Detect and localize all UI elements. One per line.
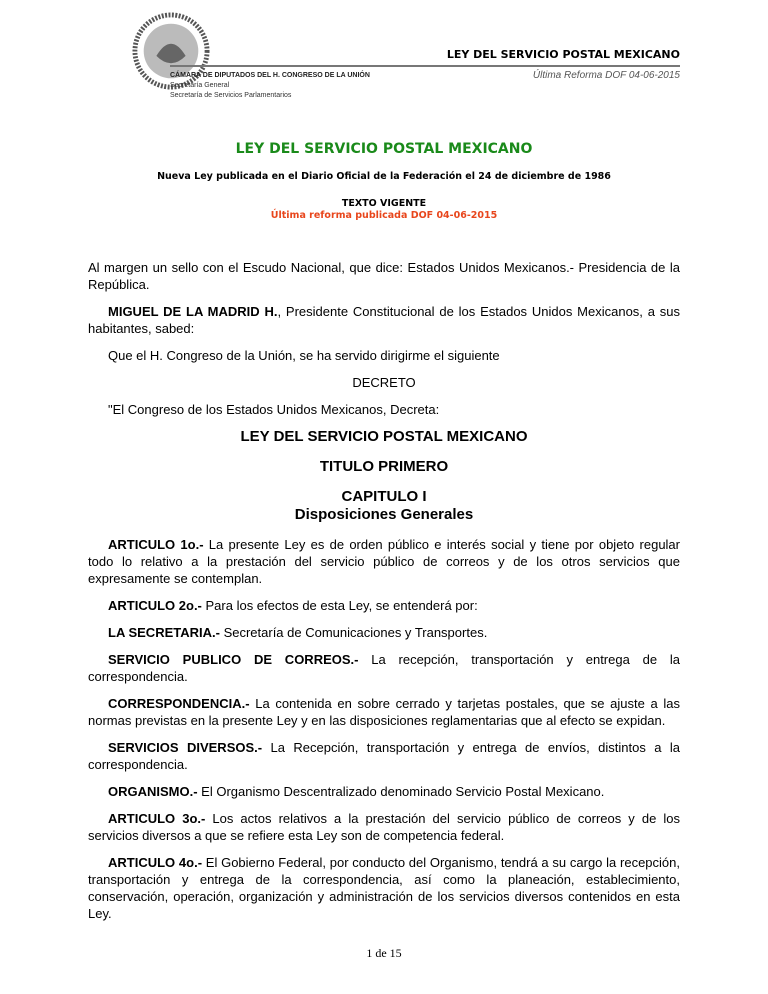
paragraph-text: , Presidente Constitucional de los Estados Unidos Mexicanos, a sus habitantes, sabed: (88, 304, 681, 336)
article-text: Secretaría de Comunicaciones y Transportes. (219, 625, 488, 640)
paragraph (88, 303, 680, 337)
article-text: Los actos relativos a la prestación del servicio público de correos y de los servicios diversos a que se refiere esta Ley son de competencia federal. (88, 811, 681, 843)
article-paragraph (88, 810, 680, 844)
article-text: La recepción, transportación y entrega de la correspondencia. (88, 652, 680, 684)
article-paragraph (88, 624, 680, 641)
article-text: El Organismo Descentralizado denominado Servicio Postal Mexicano. (197, 784, 605, 799)
article-heading: CORRESPONDENCIA.- (108, 696, 250, 711)
article-text: La Recepción, transportación y entrega de envíos, distintos a la correspondencia. (88, 740, 681, 772)
article-text: Para los efectos de esta Ley, se entenderá por: (201, 598, 478, 613)
article-paragraph (88, 536, 680, 587)
article-heading: ARTICULO 1o.- (108, 537, 204, 552)
article-text: La contenida en sobre cerrado y tarjetas postales, que se ajuste a las normas previstas en la presente Ley y en las disposiciones reglamentarias que al efecto se expidan. (88, 696, 680, 728)
bold-name: MIGUEL DE LA MADRID H. (108, 304, 278, 319)
document-body (88, 259, 680, 932)
article-text: El Gobierno Federal, por conducto del Organismo, tendrá a su cargo la recepción, transportación y entrega de la correspondencia, así como la planeación, establecimiento, conservación, operación, organización y administración de los servicios diversos contenidos en esta Ley. (88, 855, 680, 921)
running-title: LEY DEL SERVICIO POSTAL MEXICANO (446, 48, 680, 61)
article-paragraph (88, 739, 680, 773)
article-heading: ORGANISMO.- (108, 784, 198, 799)
decreto: DECRETO (352, 375, 416, 390)
org-name: CÁMARA DE DIPUTADOS DEL H. CONGRESO DE LA UNIÓN (170, 72, 370, 79)
article-heading: ARTICULO 4o.- (108, 855, 203, 870)
org-line2: Secretaría General (170, 82, 230, 89)
article-heading: LA SECRETARIA.- (108, 625, 220, 640)
article-heading: SERVICIO PUBLICO DE CORREOS.- (108, 652, 359, 667)
status-text: TEXTO VIGENTE (341, 198, 427, 209)
page-number: 1 de 15 (366, 946, 402, 960)
article-paragraph (88, 854, 680, 922)
article-paragraph (88, 597, 680, 614)
header-organization (170, 71, 370, 101)
article-text: La presente Ley es de orden público e interés social y tiene por objeto regular todo lo relativo a la prestación del servicio público de correos y de los otros servicios que expresamente se contemplan. (88, 537, 680, 586)
article-heading: ARTICULO 2o.- (108, 598, 202, 613)
article-heading: ARTICULO 3o.- (108, 811, 206, 826)
last-reform: Última reforma publicada DOF 04-06-2015 (270, 210, 498, 221)
article-paragraph (88, 695, 680, 729)
article-heading: SERVICIOS DIVERSOS.- (108, 740, 263, 755)
header-rule (170, 65, 680, 67)
paragraph: Que el H. Congreso de la Unión, se ha servido dirigirme el siguiente (108, 348, 500, 363)
status-block (88, 198, 680, 222)
chapter-heading: CAPITULO I (341, 488, 427, 505)
document-title: LEY DEL SERVICIO POSTAL MEXICANO (235, 141, 533, 157)
paragraph: "El Congreso de los Estados Unidos Mexicanos, Decreta: (108, 402, 440, 417)
articles (88, 536, 680, 922)
chapter-name: Disposiciones Generales (294, 506, 474, 523)
law-title: LEY DEL SERVICIO POSTAL MEXICANO (240, 428, 528, 445)
org-line3: Secretaría de Servicios Parlamentarios (170, 92, 292, 99)
article-paragraph (88, 783, 680, 800)
title-heading: TITULO PRIMERO (319, 458, 449, 475)
header-reform-date: Última Reforma DOF 04-06-2015 (532, 70, 680, 81)
publication-note: Nueva Ley publicada en el Diario Oficial de la Federación el 24 de diciembre de 1986 (157, 171, 611, 182)
article-paragraph (88, 651, 680, 685)
paragraph: Al margen un sello con el Escudo Nacional, que dice: Estados Unidos Mexicanos.- Presidencia de la República. (88, 260, 680, 292)
